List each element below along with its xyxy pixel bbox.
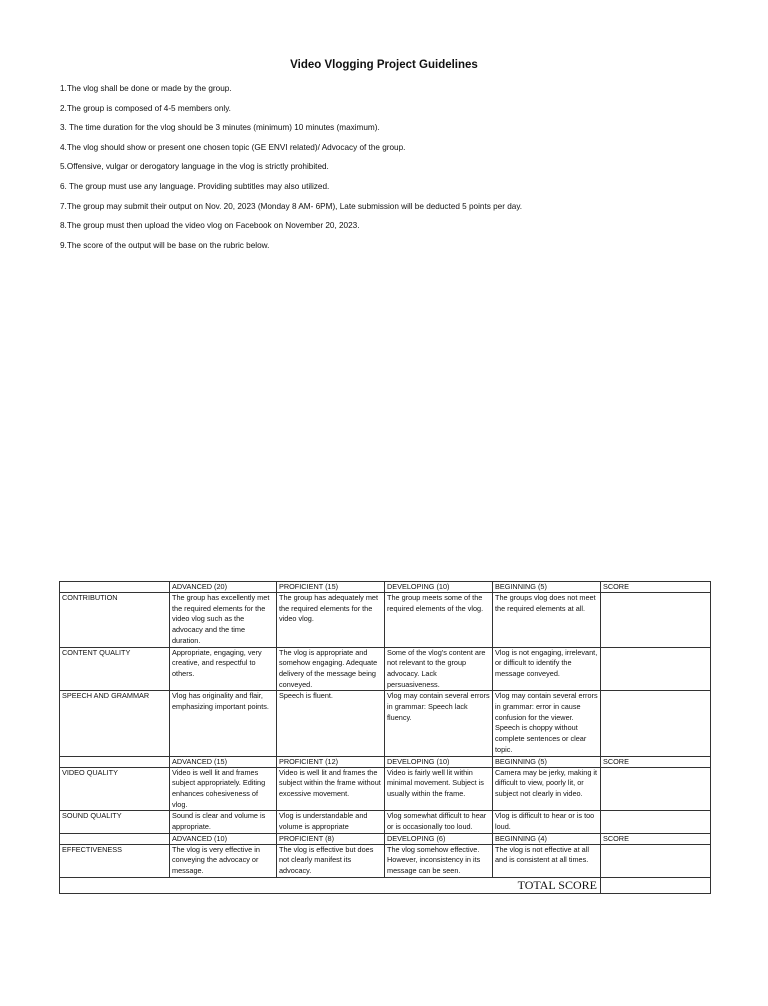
rubric-cell: Vlog is understandable and volume is appropriate	[277, 811, 385, 833]
total-score-cell	[601, 877, 711, 893]
guideline-item: 9.The score of the output will be base on the rubric below.	[60, 240, 270, 250]
score-cell	[601, 767, 711, 811]
header-cell: SCORE	[601, 756, 711, 767]
header-cell: ADVANCED (20)	[170, 582, 277, 593]
rubric-cell: Vlog somewhat difficult to hear or is occasionally too loud.	[385, 811, 493, 833]
rubric-cell: The vlog is very effective in conveying the advocacy or message.	[170, 844, 277, 877]
rubric-row-video-quality	[60, 767, 711, 811]
rubric-cell: Camera may be jerky, making it difficult to view, poorly lit, or subject not clearly in video.	[493, 767, 601, 811]
header-cell	[60, 756, 170, 767]
header-cell: DEVELOPING (6)	[385, 833, 493, 844]
header-cell: DEVELOPING (10)	[385, 756, 493, 767]
rubric-cell: The groups vlog does not meet the required elements at all.	[493, 593, 601, 648]
header-cell: ADVANCED (10)	[170, 833, 277, 844]
header-cell	[60, 582, 170, 593]
criterion-label: VIDEO QUALITY	[60, 767, 170, 811]
rubric-cell: Vlog has originality and flair, emphasizing important points.	[170, 691, 277, 756]
guideline-item: 8.The group must then upload the video vlog on Facebook on November 20, 2023.	[60, 221, 360, 231]
header-cell: PROFICIENT (8)	[277, 833, 385, 844]
rubric-table	[59, 581, 711, 894]
rubric-cell: The group has excellently met the required elements for the video vlog such as the advocacy and the time duration.	[170, 593, 277, 648]
rubric-header-row	[60, 833, 711, 844]
criterion-label: SPEECH AND GRAMMAR	[60, 691, 170, 756]
header-cell: PROFICIENT (12)	[277, 756, 385, 767]
rubric-cell: Some of the vlog’s content are not relevant to the group advocacy. Lack persuasiveness.	[385, 647, 493, 691]
rubric-cell: Video is well lit and frames subject appropriately. Editing enhances cohesiveness of vlog.	[170, 767, 277, 811]
criterion-label: CONTRIBUTION	[60, 593, 170, 648]
rubric-cell: The group has adequately met the required elements for the video vlog.	[277, 593, 385, 648]
rubric-header-row	[60, 756, 711, 767]
guideline-item: 5.Offensive, vulgar or derogatory language in the vlog is strictly prohibited.	[60, 162, 329, 172]
rubric-cell: The vlog is appropriate and somehow engaging. Adequate delivery of the message being conveyed.	[277, 647, 385, 691]
rubric-cell: Speech is fluent.	[277, 691, 385, 756]
page-title: Video Vlogging Project Guidelines	[290, 59, 478, 71]
score-cell	[601, 844, 711, 877]
header-cell: BEGINNING (4)	[493, 833, 601, 844]
rubric-row-sound-quality	[60, 811, 711, 833]
criterion-label: CONTENT QUALITY	[60, 647, 170, 691]
score-cell	[601, 593, 711, 648]
header-cell: BEGINNING (5)	[493, 582, 601, 593]
rubric-cell: Vlog is difficult to hear or is too loud.	[493, 811, 601, 833]
score-cell	[601, 647, 711, 691]
rubric-cell: Vlog is not engaging, irrelevant, or difficult to identify the message conveyed.	[493, 647, 601, 691]
header-cell: PROFICIENT (15)	[277, 582, 385, 593]
header-cell: SCORE	[601, 582, 711, 593]
rubric-cell: Vlog may contain several errors in grammar: Speech lack fluency.	[385, 691, 493, 756]
header-cell: ADVANCED (15)	[170, 756, 277, 767]
rubric-row-contribution	[60, 593, 711, 648]
guidelines-list	[60, 84, 720, 260]
rubric-cell: The vlog is effective but does not clearly manifest its advocacy.	[277, 844, 385, 877]
guideline-item: 6. The group must use any language. Providing subtitles may also utilized.	[60, 181, 330, 191]
rubric-cell: Sound is clear and volume is appropriate.	[170, 811, 277, 833]
rubric-row-effectiveness	[60, 844, 711, 877]
criterion-label: SOUND QUALITY	[60, 811, 170, 833]
total-score-row	[60, 877, 711, 893]
total-score-label: TOTAL SCORE	[60, 877, 601, 893]
rubric-cell: Video is fairly well lit within minimal movement. Subject is usually within the frame.	[385, 767, 493, 811]
header-cell: SCORE	[601, 833, 711, 844]
guideline-item: 7.The group may submit their output on Nov. 20, 2023 (Monday 8 AM- 6PM), Late submission will be deducted 5 points per day.	[60, 201, 523, 211]
guideline-item: 2.The group is composed of 4-5 members only.	[60, 103, 231, 113]
rubric-cell: The group meets some of the required elements of the vlog.	[385, 593, 493, 648]
rubric-cell: Appropriate, engaging, very creative, and respectful to others.	[170, 647, 277, 691]
header-cell: DEVELOPING (10)	[385, 582, 493, 593]
rubric-row-content-quality	[60, 647, 711, 691]
rubric-row-speech-grammar	[60, 691, 711, 756]
guideline-item: 4.The vlog should show or present one chosen topic (GE ENVI related)/ Advocacy of the group.	[60, 142, 406, 152]
rubric-cell: The vlog somehow effective. However, inconsistency in its message can be seen.	[385, 844, 493, 877]
rubric-header-row	[60, 582, 711, 593]
header-cell	[60, 833, 170, 844]
score-cell	[601, 691, 711, 756]
rubric-cell: The vlog is not effective at all and is consistent at all times.	[493, 844, 601, 877]
guideline-item: 1.The vlog shall be done or made by the group.	[60, 84, 232, 93]
header-cell: BEGINNING (5)	[493, 756, 601, 767]
criterion-label: EFFECTIVENESS	[60, 844, 170, 877]
rubric-cell: Video is well lit and frames the subject within the frame without excessive movement.	[277, 767, 385, 811]
rubric-cell: Vlog may contain several errors in grammar: error in cause confusion for the viewer. Speech is choppy without complete sentences or clear topic.	[493, 691, 601, 756]
guideline-item: 3. The time duration for the vlog should be 3 minutes (minimum) 10 minutes (maximum).	[60, 123, 380, 133]
score-cell	[601, 811, 711, 833]
